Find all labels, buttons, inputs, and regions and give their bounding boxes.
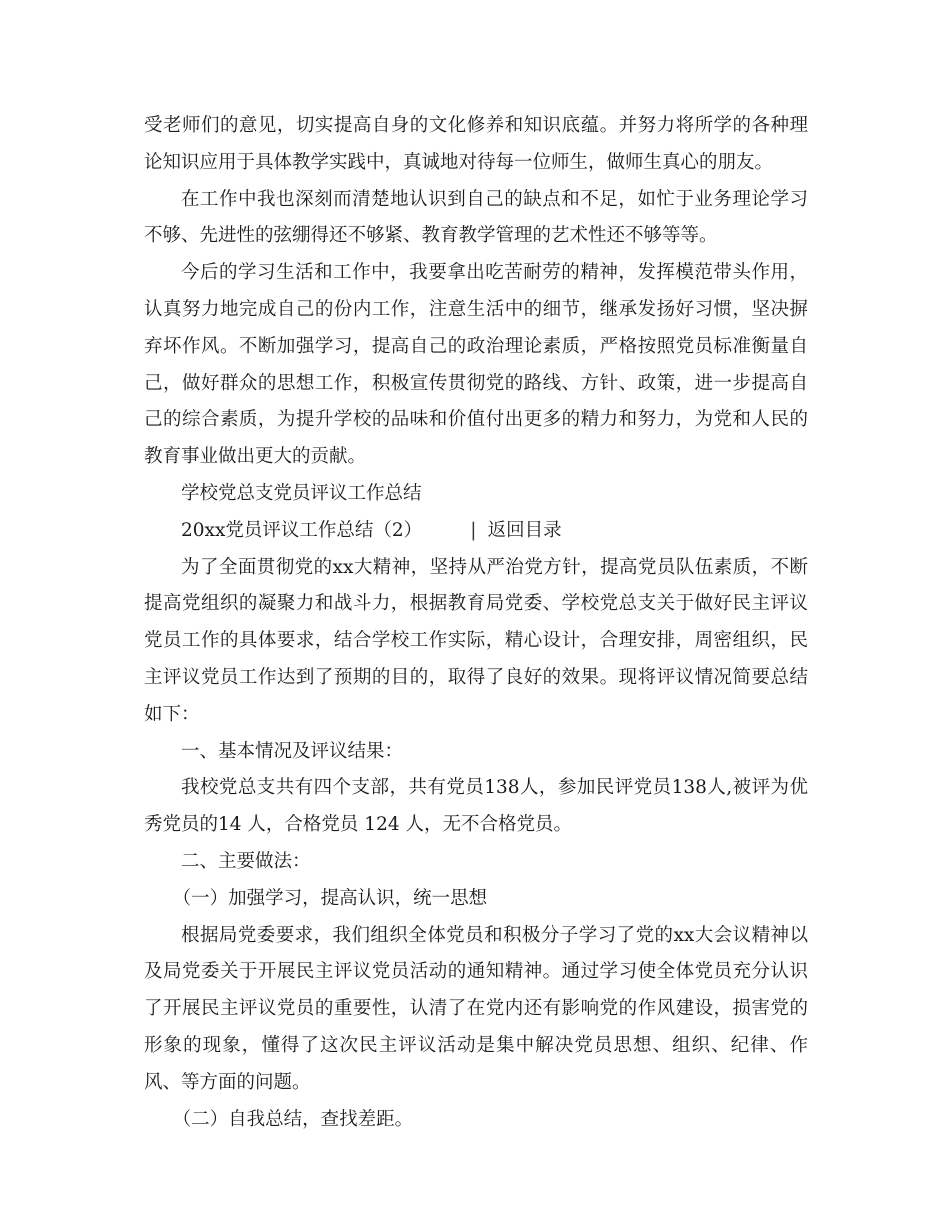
paragraph-shortcomings: 在工作中我也深刻而清楚地认识到自己的缺点和不足，如忙于业务理论学习不够、先进性的弦绷得还不够紧、教育教学管理的艺术性还不够等等。 [144,188,808,247]
subheading-self-review: （二）自我总结，查找差距。 [172,1108,414,1130]
section-title: 20xx党员评议工作总结（2） [181,519,423,541]
subheading-study: （一）加强学习，提高认识，统一思想 [172,887,488,909]
back-to-toc-link[interactable]: 返回目录 [487,519,562,541]
paragraph-study-details: 根据局党委要求，我们组织全体党员和积极分子学习了党的xx大会议精神以及局党委关于开展民主评议党员活动的通知精神。通过学习使全体党员充分认识了开展民主评议党员的重要性，认清了在党内还有影响党的作风建设，损害党的形象的现象，懂得了这次民主评议活动是集中解决党员思想、组织、纪律、作风、等方面的问题。 [144,924,808,1093]
section-heading [144,513,808,550]
heading-separator: | [470,519,477,541]
heading-main-methods: 二、主要做法： [181,850,311,872]
paragraph-intro: 为了全面贯彻党的xx大精神，坚持从严治党方针，提高党员队伍素质，不断提高党组织的凝聚力和战斗力，根据教育局党委、学校党总支关于做好民主评议党员工作的具体要求，结合学校工作实际，精心设计，合理安排，周密组织，民主评议党员工作达到了预期的目的，取得了良好的效果。现将评议情况简要总结如下： [144,556,808,725]
paragraph-future-plans: 今后的学习生活和工作中，我要拿出吃苦耐劳的精神，发挥模范带头作用，认真努力地完成自己的份内工作，注意生活中的细节，继承发扬好习惯，坚决摒弃坏作风。不断加强学习，提高自己的政治理论素质，严格按照党员标准衡量自己，做好群众的思想工作，积极宣传贯彻党的路线、方针、政策，进一步提高自己的综合素质，为提升学校的品味和价值付出更多的精力和努力，为党和人民的教育事业做出更大的贡献。 [144,262,808,468]
paragraph-doc-title: 学校党总支党员评议工作总结 [181,482,422,504]
heading-basic-situation: 一、基本情况及评议结果： [181,740,404,762]
paragraph-member-counts: 我校党总支共有四个支部，共有党员138人，参加民评党员138人,被评为优秀党员的14 人，合格党员 124 人，无不合格党员。 [144,777,808,836]
document-body [144,108,808,1138]
paragraph-continuation: 受老师们的意见，切实提高自身的文化修养和知识底蕴。并努力将所学的各种理论知识应用于具体教学实践中，真诚地对待每一位师生，做师生真心的朋友。 [144,115,808,173]
